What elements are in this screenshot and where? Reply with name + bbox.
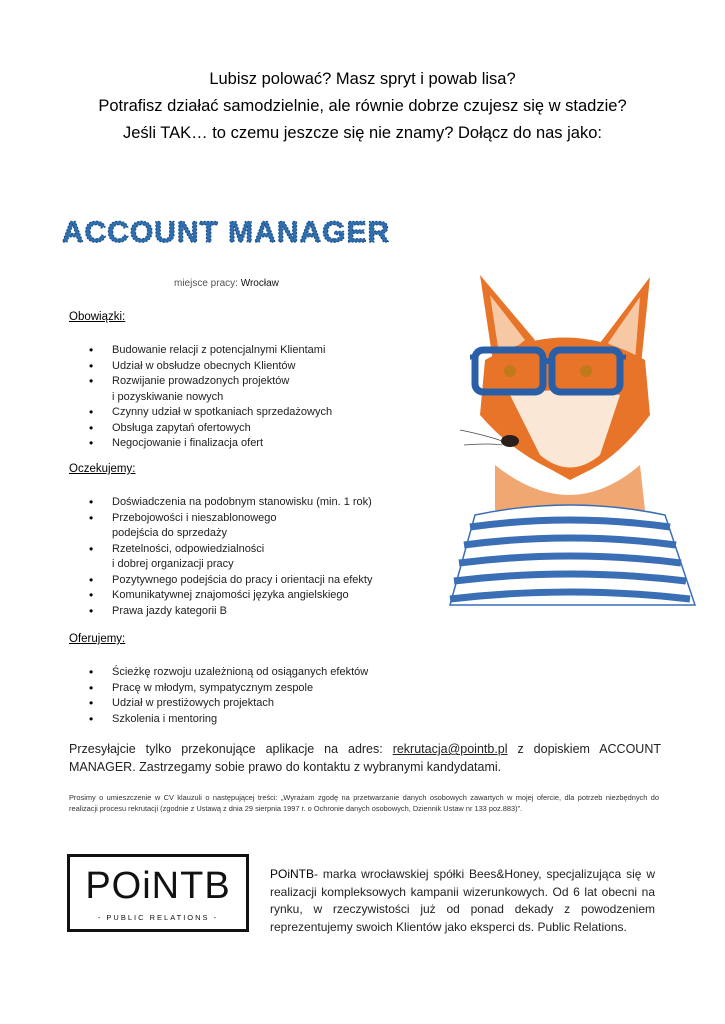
list-item-line: i dobrej organizacji pracy bbox=[112, 558, 234, 570]
list-item bbox=[69, 495, 372, 511]
apply-text-before: Przesyłajcie tylko przekonujące aplikacje na adres: bbox=[69, 742, 393, 756]
list-item-line: • Szkolenia i mentoring bbox=[112, 712, 218, 725]
application-info bbox=[69, 740, 661, 776]
apply-text-after: z dopiskiem ACCOUNT MANAGER. Zastrzegamy sobie prawo do kontaktu z wybranymi kandydatami. bbox=[69, 742, 661, 774]
expectations-section bbox=[69, 463, 372, 619]
duties-title: Obowiązki: bbox=[69, 311, 126, 323]
company-about bbox=[270, 866, 655, 936]
list-item bbox=[69, 405, 332, 421]
list-item-line: • Ścieżkę rozwoju uzależnioną od osiąganych efektów bbox=[112, 666, 369, 678]
offer-section bbox=[69, 633, 368, 727]
headline-text: ACCOUNT MANAGER bbox=[61, 216, 391, 249]
list-item bbox=[69, 511, 372, 542]
list-item-line: • Doświadczenia na podobnym stanowisku (min. 1 rok) bbox=[112, 496, 372, 508]
list-item-line: • Pracę w młodym, sympatycznym zespole bbox=[112, 681, 314, 694]
list-item bbox=[69, 343, 332, 359]
list-item-line: • Budowanie relacji z potencjalnymi Klientami bbox=[112, 344, 326, 356]
fox-illustration bbox=[440, 265, 705, 610]
list-item-line: • Rozwijanie prowadzonych projektów bbox=[112, 375, 290, 387]
list-item-line: • Negocjowanie i finalizacja ofert bbox=[112, 437, 264, 449]
intro bbox=[0, 66, 725, 147]
list-item bbox=[69, 573, 372, 589]
work-location: miejsce pracy: Wrocław bbox=[174, 278, 279, 289]
list-item-line: • Rzetelności, odpowiedzialności bbox=[112, 542, 265, 555]
headline-graphic bbox=[61, 200, 391, 260]
list-item-line: • Obsługa zapytań ofertowych bbox=[112, 421, 251, 434]
logo-subtitle: - PUBLIC RELATIONS - bbox=[97, 913, 219, 922]
list-item bbox=[69, 696, 368, 712]
list-item-line: • Przebojowości i nieszablonowego bbox=[112, 511, 277, 524]
about-text: - marka wrocławskiej spółki Bees&Honey, specjalizująca się w realizacji kompleksowych kampanii wizerunkowych. Od 6 lat obecni na rynku, w rzeczywistości już od ponad dekady z powodzeniem reprezentujemy swoich Klientów jako eksperci ds. Public Relations. bbox=[270, 867, 655, 934]
recruitment-email-link[interactable]: rekrutacja@pointb.pl bbox=[392, 742, 508, 756]
list-item bbox=[69, 542, 372, 573]
expectations-list bbox=[69, 495, 372, 619]
consent-clause: Prosimy o umieszczenie w CV klauzuli o następującej treści: „Wyrażam zgodę na przetwarzanie danych osobowych zawartych w mojej ofercie, dla potrzeb niezbędnych do realizacji procesu rekrutacji (zgodnie z Ustawą z dnia 29 sierpnia 1997 r. o Ochronie danych osobowych, Dziennik Ustaw nr 133 poz.883)”. bbox=[69, 793, 659, 813]
list-item bbox=[69, 712, 368, 728]
list-item bbox=[69, 359, 332, 375]
duties-section bbox=[69, 311, 332, 452]
list-item bbox=[69, 374, 332, 405]
list-item-line: podejścia do sprzedaży bbox=[112, 527, 227, 539]
offer-list bbox=[69, 665, 368, 727]
list-item-line: • Pozytywnego podejścia do pracy i orientacji na efekty bbox=[112, 573, 373, 586]
logo-name: POiNTB bbox=[85, 865, 231, 907]
offer-title: Oferujemy: bbox=[69, 633, 126, 645]
location-value: Wrocław bbox=[240, 278, 279, 289]
intro-line-1: Lubisz polować? Masz spryt i powab lisa? bbox=[209, 70, 516, 88]
list-item-line: i pozyskiwanie nowych bbox=[112, 390, 224, 403]
expectations-title: Oczekujemy: bbox=[69, 463, 136, 475]
list-item bbox=[69, 604, 372, 620]
list-item bbox=[69, 588, 372, 604]
intro-line-3: Jeśli TAK… to czemu jeszcze się nie znamy? Dołącz do nas jako: bbox=[122, 124, 602, 142]
list-item-line: • Udział w obsłudze obecnych Klientów bbox=[112, 359, 296, 372]
duties-list bbox=[69, 343, 332, 452]
list-item bbox=[69, 681, 368, 697]
intro-line-2: Potrafisz działać samodzielnie, ale równie dobrze czujesz się w stadzie? bbox=[98, 97, 627, 115]
list-item-line: • Czynny udział w spotkaniach sprzedażowych bbox=[112, 406, 333, 418]
list-item bbox=[69, 421, 332, 437]
list-item bbox=[69, 665, 368, 681]
about-brand: POiNTB bbox=[270, 867, 315, 881]
pointb-logo bbox=[67, 854, 249, 932]
location-label: miejsce pracy bbox=[174, 278, 236, 289]
list-item-line: • Prawa jazdy kategorii B bbox=[112, 604, 227, 617]
list-item-line: • Komunikatywnej znajomości języka angielskiego bbox=[112, 589, 349, 601]
list-item bbox=[69, 436, 332, 452]
list-item-line: • Udział w prestiżowych projektach bbox=[112, 697, 275, 709]
